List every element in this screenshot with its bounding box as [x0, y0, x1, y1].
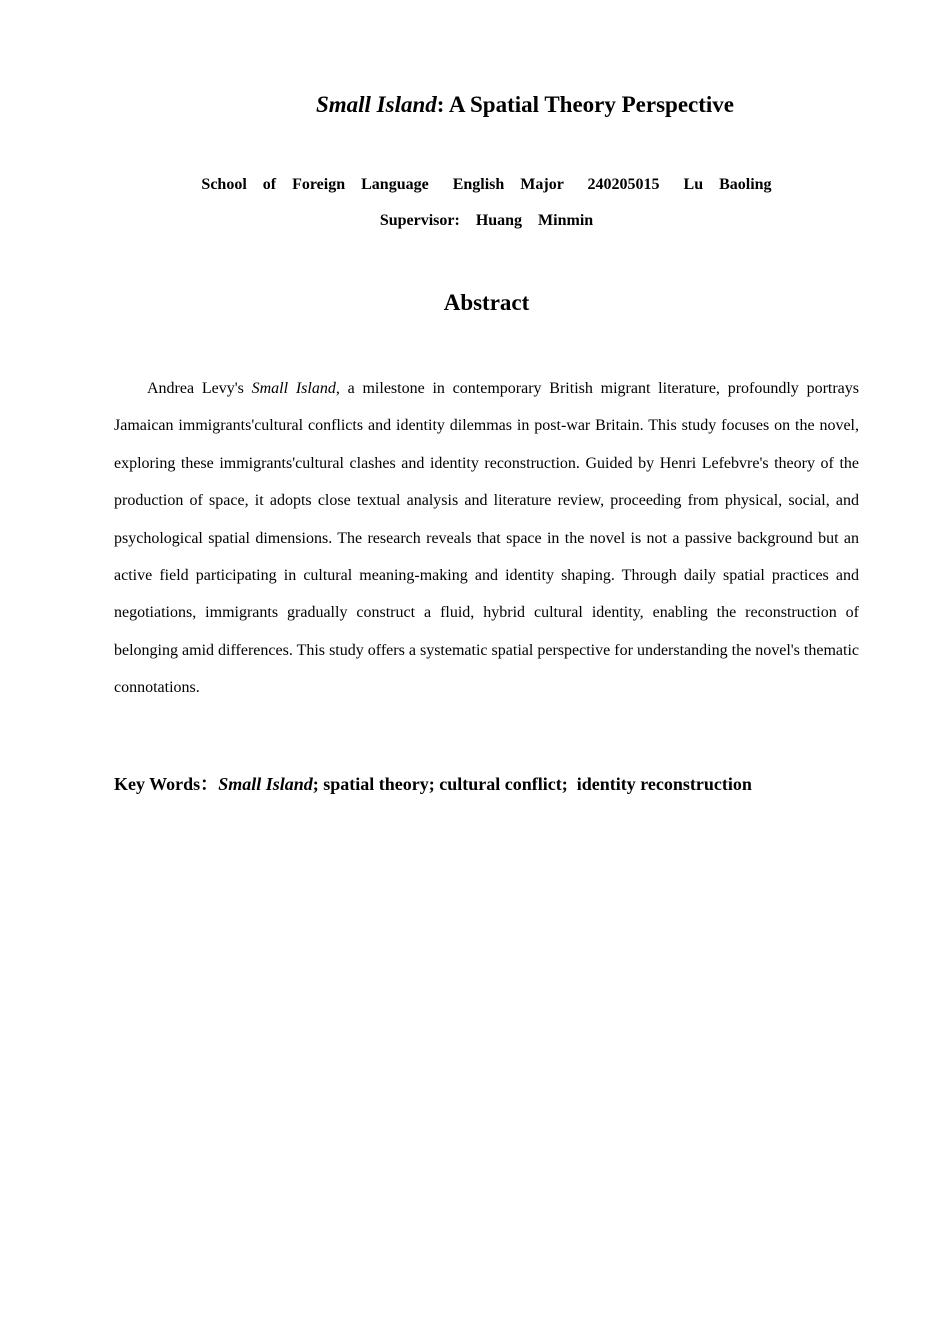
paper-title-rest: : A Spatial Theory Perspective [436, 92, 735, 117]
keywords-rest: ; spatial theory; cultural conflict; identity reconstruction [312, 774, 752, 794]
abstract-paragraph [114, 370, 859, 707]
author-info-line: School of Foreign Language English Major 240205015 Lu Baoling [201, 176, 772, 193]
supervisor-line: Supervisor: Huang Minmin [379, 212, 594, 229]
keywords-italic: Small Island [218, 774, 313, 794]
paper-title-italic: Small Island [315, 92, 437, 117]
abstract-heading: Abstract [443, 290, 530, 315]
abstract-novel-title: Small Island [251, 380, 336, 397]
paper-title [0, 90, 950, 120]
abstract-body-text: , a milestone in contemporary British migrant literature, profoundly portrays Jamaican immigrants'cultural conflicts and identity dilemmas in post-war Britain. This study focuses on the novel, exploring these immigrants'cultural clashes and identity reconstruction. Guided by Henri Lefebvre's theory of the production of space, it adopts close textual analysis and literature review, proceeding from physical, social, and psychological spatial dimensions. The research reveals that space in the novel is not a passive background but an active field participating in cultural meaning-making and identity shaping. Through daily spatial practices and negotiations, immigrants gradually construct a fluid, hybrid cultural identity, enabling the reconstruction of belonging amid differences. This study offers a systematic spatial perspective for understanding the novel's thematic connotations. [114, 380, 859, 697]
keywords-line [114, 772, 874, 796]
keywords-label: Key Words： [114, 774, 219, 794]
abstract-lead: Andrea Levy's [147, 380, 252, 397]
